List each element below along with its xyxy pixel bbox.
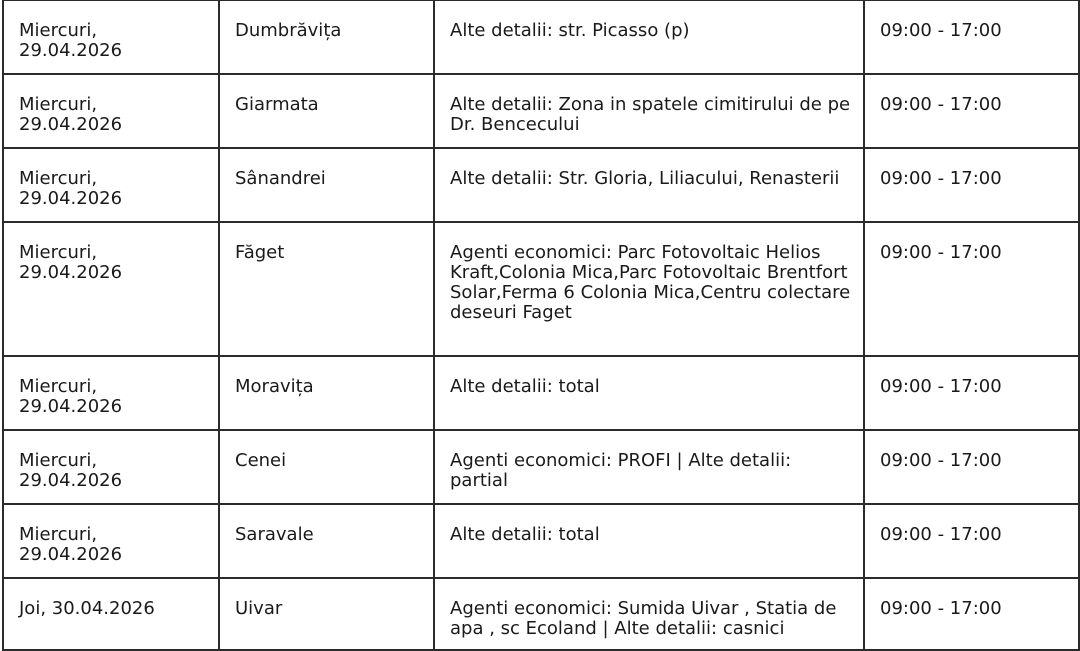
details-cell: Alte detalii: Zona in spatele cimitirului de pe Dr. Bencecului [434,74,864,148]
date-cell: Miercuri, 29.04.2026 [3,222,219,356]
date-cell: Miercuri, 29.04.2026 [3,504,219,578]
date-cell: Miercuri, 29.04.2026 [3,430,219,504]
table-row [3,0,1079,74]
hours-cell: 09:00 - 17:00 [864,356,1079,430]
table-row [3,430,1079,504]
date-cell: Miercuri, 29.04.2026 [3,356,219,430]
table-row [3,504,1079,578]
table-row [3,74,1079,148]
date-cell: Joi, 30.04.2026 [3,578,219,650]
locality-cell: Sânandrei [219,148,434,222]
locality-cell: Giarmata [219,74,434,148]
hours-cell: 09:00 - 17:00 [864,148,1079,222]
locality-cell: Saravale [219,504,434,578]
table-row [3,578,1079,650]
details-cell: Agenti economici: Parc Fotovoltaic Helios Kraft,Colonia Mica,Parc Fotovoltaic Brentfort Solar,Ferma 6 Colonia Mica,Centru colectare deseuri Faget [434,222,864,356]
hours-cell: 09:00 - 17:00 [864,0,1079,74]
hours-cell: 09:00 - 17:00 [864,222,1079,356]
details-cell: Alte detalii: Str. Gloria, Liliacului, Renasterii [434,148,864,222]
hours-cell: 09:00 - 17:00 [864,430,1079,504]
table-row [3,356,1079,430]
locality-cell: Uivar [219,578,434,650]
locality-cell: Moravița [219,356,434,430]
hours-cell: 09:00 - 17:00 [864,74,1079,148]
table-row [3,222,1079,356]
details-cell: Alte detalii: str. Picasso (p) [434,0,864,74]
table-row [3,148,1079,222]
date-cell: Miercuri, 29.04.2026 [3,148,219,222]
date-cell: Miercuri, 29.04.2026 [3,0,219,74]
locality-cell: Dumbrăvița [219,0,434,74]
locality-cell: Cenei [219,430,434,504]
hours-cell: 09:00 - 17:00 [864,504,1079,578]
details-cell: Agenti economici: Sumida Uivar , Statia de apa , sc Ecoland | Alte detalii: casnici [434,578,864,650]
details-cell: Alte detalii: total [434,356,864,430]
locality-cell: Făget [219,222,434,356]
details-cell: Agenti economici: PROFI | Alte detalii: partial [434,430,864,504]
hours-cell: 09:00 - 17:00 [864,578,1079,650]
date-cell: Miercuri, 29.04.2026 [3,74,219,148]
details-cell: Alte detalii: total [434,504,864,578]
outage-schedule-table [2,0,1080,651]
